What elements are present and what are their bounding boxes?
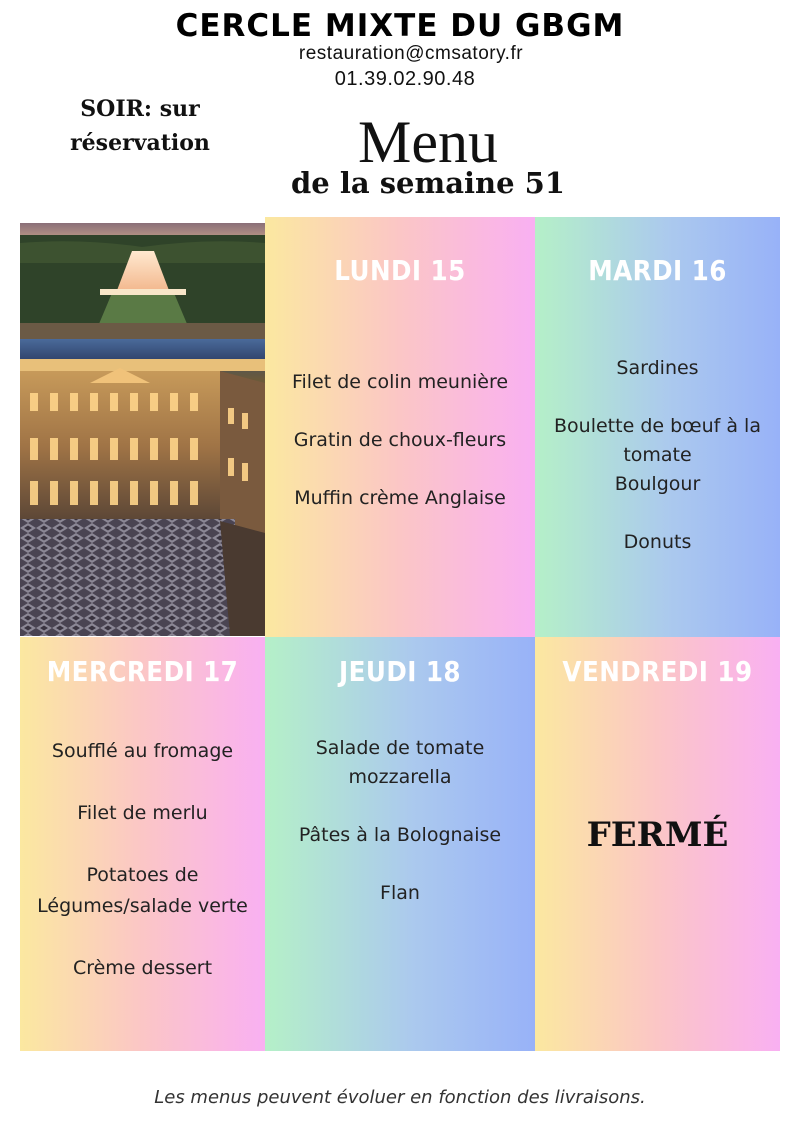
day-cell-vendredi xyxy=(535,637,780,1051)
week-heading: de la semaine 51 xyxy=(291,166,565,200)
menu-item: Boulgour xyxy=(614,473,701,495)
day-label-vendredi: VENDREDI 19 xyxy=(562,655,753,688)
evening-notice-line2: réservation xyxy=(70,130,210,156)
day-label-mardi: MARDI 16 xyxy=(588,254,727,287)
menu-item: Légumes/salade verte xyxy=(37,895,248,917)
menu-item: Salade de tomate xyxy=(315,737,485,759)
menu-item: Gratin de choux-fleurs xyxy=(293,429,507,451)
palace-photo xyxy=(20,223,265,636)
day-items-mercredi xyxy=(20,736,265,984)
day-cell-jeudi xyxy=(265,637,535,1051)
contact-phone: 01.39.02.90.48 xyxy=(334,68,476,90)
menu-heading: Menu xyxy=(358,109,498,175)
day-items-mardi xyxy=(535,354,780,557)
menu-item: mozzarella xyxy=(348,766,452,788)
day-cell-mercredi xyxy=(20,637,265,1051)
day-items-jeudi xyxy=(265,734,535,908)
day-label-lundi: LUNDI 15 xyxy=(334,254,466,287)
menu-item: Donuts xyxy=(623,531,692,553)
menu-item: Sardines xyxy=(616,357,699,379)
day-label-mercredi: MERCREDI 17 xyxy=(46,655,239,688)
menu-item: tomate xyxy=(623,444,692,466)
day-cell-lundi xyxy=(265,217,535,637)
evening-notice-line1: SOIR: sur xyxy=(80,96,200,122)
menu-item: Soufflé au fromage xyxy=(51,740,234,762)
org-title: CERCLE MIXTE DU GBGM xyxy=(175,8,625,44)
palace-illustration xyxy=(20,223,265,636)
menu-item: Crème dessert xyxy=(72,957,213,979)
menu-item: Muffin crème Anglaise xyxy=(294,487,506,509)
menu-item: Pâtes à la Bolognaise xyxy=(298,824,502,846)
menu-item: Filet de colin meunière xyxy=(291,371,509,393)
menu-item: Filet de merlu xyxy=(77,802,208,824)
contact-email: restauration@cmsatory.fr xyxy=(298,43,524,64)
closed-status: FERMÉ xyxy=(586,815,729,855)
day-cell-mardi xyxy=(535,217,780,637)
footer-note: Les menus peuvent évoluer en fonction des livraisons. xyxy=(154,1087,646,1108)
menu-item: Boulette de bœuf à la xyxy=(554,415,761,437)
menu-item: Potatoes de xyxy=(86,864,199,886)
menu-item: Flan xyxy=(380,882,420,904)
day-items-lundi xyxy=(265,368,535,513)
day-label-jeudi: JEUDI 18 xyxy=(338,655,462,688)
